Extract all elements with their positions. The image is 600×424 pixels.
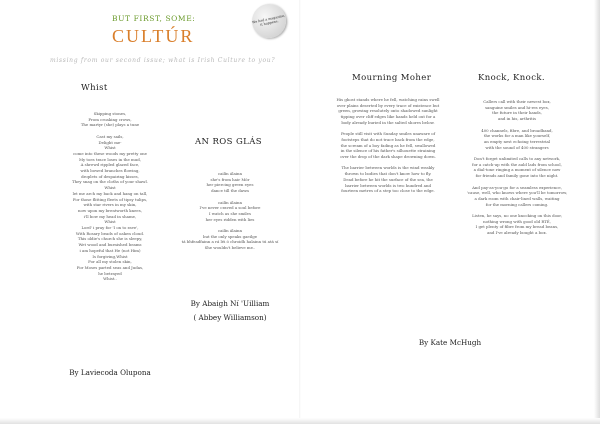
poem-line: let me arch my back and hang on tall, <box>72 190 148 196</box>
poem-author-mourning-moher: By Kate McHugh <box>418 338 482 347</box>
poem-line: Wet wood and burnished beams <box>78 242 142 248</box>
poem-line: People still visit with Sunday smiles unaware of <box>340 131 436 137</box>
poem-line: 400 channels, fibre, and broadband, <box>481 127 553 133</box>
sticker-text: We had a magazine, it happens. <box>251 13 286 27</box>
poem-line: My toes trace loses in the mud, <box>79 156 141 162</box>
poem-line: the future in their hands, <box>492 110 542 116</box>
poem-line: tipping over cliff edges like hands held out for a <box>340 114 436 120</box>
poem-line: she's from hair Mór <box>210 176 250 182</box>
poem-line: Whist <box>104 185 116 191</box>
poem-body-an-ros-glas <box>160 171 300 251</box>
poem-line: tá bhfeadfainn a rá léi ó chroidh halainn tú atá sí <box>181 239 279 245</box>
poem-line: he betrayed <box>98 270 122 276</box>
poem-line: The martyr (she) plays a tune <box>80 122 140 128</box>
poem-line: the scream of a boy fading as he fell, swallowed <box>340 142 436 148</box>
poem-line: nothing wrong with good old RTÉ, <box>483 218 551 224</box>
poem-line: for the morning callers coming. <box>485 201 549 207</box>
poem-title-mourning-moher: Mourning Moher <box>352 73 432 83</box>
poem-line: now upon my brentworth knees, <box>78 207 142 213</box>
poem-line: thrown to bodies that don't know how to fly. <box>344 171 432 177</box>
poem-line: Delight me- <box>98 139 122 145</box>
poem-line: over the drop of the dark shape drowning down. <box>340 154 436 160</box>
poem-line: cailín álainn <box>217 199 243 205</box>
poem-line: the works for a man like yourself, <box>483 133 551 139</box>
poem-line: with bowed branches flowing, <box>80 168 140 174</box>
poem-title-knock-knock: Knock, Knock. <box>478 73 546 83</box>
poem-line: body already buried in the salted shores below. <box>341 119 435 125</box>
poem-line: and I've already bought a box. <box>487 230 547 236</box>
poem-line: barrier between worlds is two hundred and <box>345 182 431 188</box>
page-edge-right <box>594 0 600 424</box>
poem-line: For those flitting fleets of tipsy tulips, <box>72 196 148 202</box>
poem-line: This oldie's church she is sleepy, <box>77 236 143 242</box>
poem-line: her piercing green eyes <box>206 182 254 188</box>
poem-body-mourning-moher <box>318 97 458 194</box>
poem-line: Listen, he says, no one knocking on this door, <box>472 213 562 218</box>
poem-line: Cast my sails, <box>96 133 124 139</box>
poem-line: She wouldn't believe me.. <box>204 245 256 251</box>
section-subtitle: missing from our second issue; what is Irish Culture to you? <box>50 57 276 64</box>
poem-author-an-ros-glas: By Abaigh Ní 'Uilliam <box>190 299 270 308</box>
poem-line: The barrier between worlds is the wind weakly <box>341 165 435 171</box>
poem-line: Don't forget unlimited calls to any network, <box>473 156 561 161</box>
poem-line: Is forgiving,Whist <box>92 253 128 259</box>
poem-line: fourteen metres of a step too close to the edge. <box>341 188 435 194</box>
poem-line: I get plenty of fibre from my bread beans, <box>475 224 559 230</box>
poem-line: Dead before he hit the surface of the sea, the <box>343 176 433 182</box>
poem-line: cailín álainn <box>217 228 243 233</box>
poem-author-whist: By Laviecoda Olupona <box>69 368 151 377</box>
magazine-logo: CULTÚR <box>112 26 195 46</box>
poem-line: with the sound of 400 strangers <box>485 144 549 150</box>
poem-line: For all my stolen skin, <box>88 259 132 265</box>
poem-line: footsteps that do not trace back from the edge, <box>341 136 435 142</box>
poem-line: in the silence of his father's silhouette straining <box>340 148 436 154</box>
poem-line: over plains deserted by every trace of existence but <box>336 102 440 108</box>
poem-line: I watch as she smiles <box>209 210 251 216</box>
poem-line: And pay-as-you-go for a seamless experience, <box>472 184 562 190</box>
poem-line: but the only speaks gaeilge <box>202 233 258 239</box>
poem-line: droplets of despairing kisses, <box>81 173 139 179</box>
poem-author-alt-an-ros-glas: ( Abbey Williamson) <box>193 313 267 322</box>
poem-line: for friends and family gone into the night. <box>475 173 559 179</box>
poem-line: 'cause, well, who knows where you'll be tomorrow, <box>466 190 568 196</box>
poem-line: Whist <box>104 145 116 151</box>
poem-line: With Rosary beads of oaken cloud. <box>75 230 145 236</box>
poem-line: her eyes ridden with lies <box>205 216 255 222</box>
poem-line: Lord' i pray for 'I on to rave', <box>81 225 139 231</box>
poem-line: A shrewd rippled glazed face, <box>80 162 140 168</box>
poem-line: dance till the dawn <box>211 188 249 194</box>
poem-line: and in his, arthritis <box>498 116 536 122</box>
poem-line: with star rivers in my skin, <box>83 202 137 208</box>
poem-line: Callers call with their newest box, <box>483 99 551 104</box>
poem-line: a dark room with chair-lined walls, waiting <box>474 195 560 201</box>
poem-line: for a catch-up with the auld lads from school, <box>472 161 562 167</box>
poem-line: His ghost stands where he fell, watching rains swell <box>336 97 440 102</box>
page-edge-bottom <box>0 418 600 424</box>
poem-title-an-ros-glas: AN ROS GLÁS <box>195 137 262 147</box>
poem-line: cailín álainn <box>217 171 243 176</box>
poem-title-whist: Whist <box>81 83 108 93</box>
poem-line: From croaking crows, <box>88 116 132 122</box>
poem-body-knock-knock <box>452 99 582 236</box>
poem-line: a dial-tone ringing a moment of silence now <box>473 167 561 173</box>
poem-line: come into these woods my pretty one <box>73 150 147 156</box>
poem-line: an empty nest echoing terrestrial <box>483 138 551 144</box>
poem-line: i'll bow my head in shame, <box>83 213 137 219</box>
poem-line: Whist.. <box>103 276 117 282</box>
poem-line: I've never craved a soul before <box>199 205 261 211</box>
poem-line: green, growing resolutely onto shadowed sunlight <box>338 108 438 114</box>
poem-line: i am hopeful that He (not Him) <box>79 247 141 253</box>
poem-line: Whist <box>104 219 116 225</box>
poem-line: For Moses parted seas and Judas, <box>76 264 144 270</box>
poem-line: They snag on the cloths of your shawl. <box>72 179 148 185</box>
poem-line: Skipping stones, <box>93 111 127 116</box>
section-kicker: BUT FIRST, SOME: <box>112 14 196 23</box>
poem-line: sanguine smiles and hi-res eyes, <box>485 104 549 110</box>
